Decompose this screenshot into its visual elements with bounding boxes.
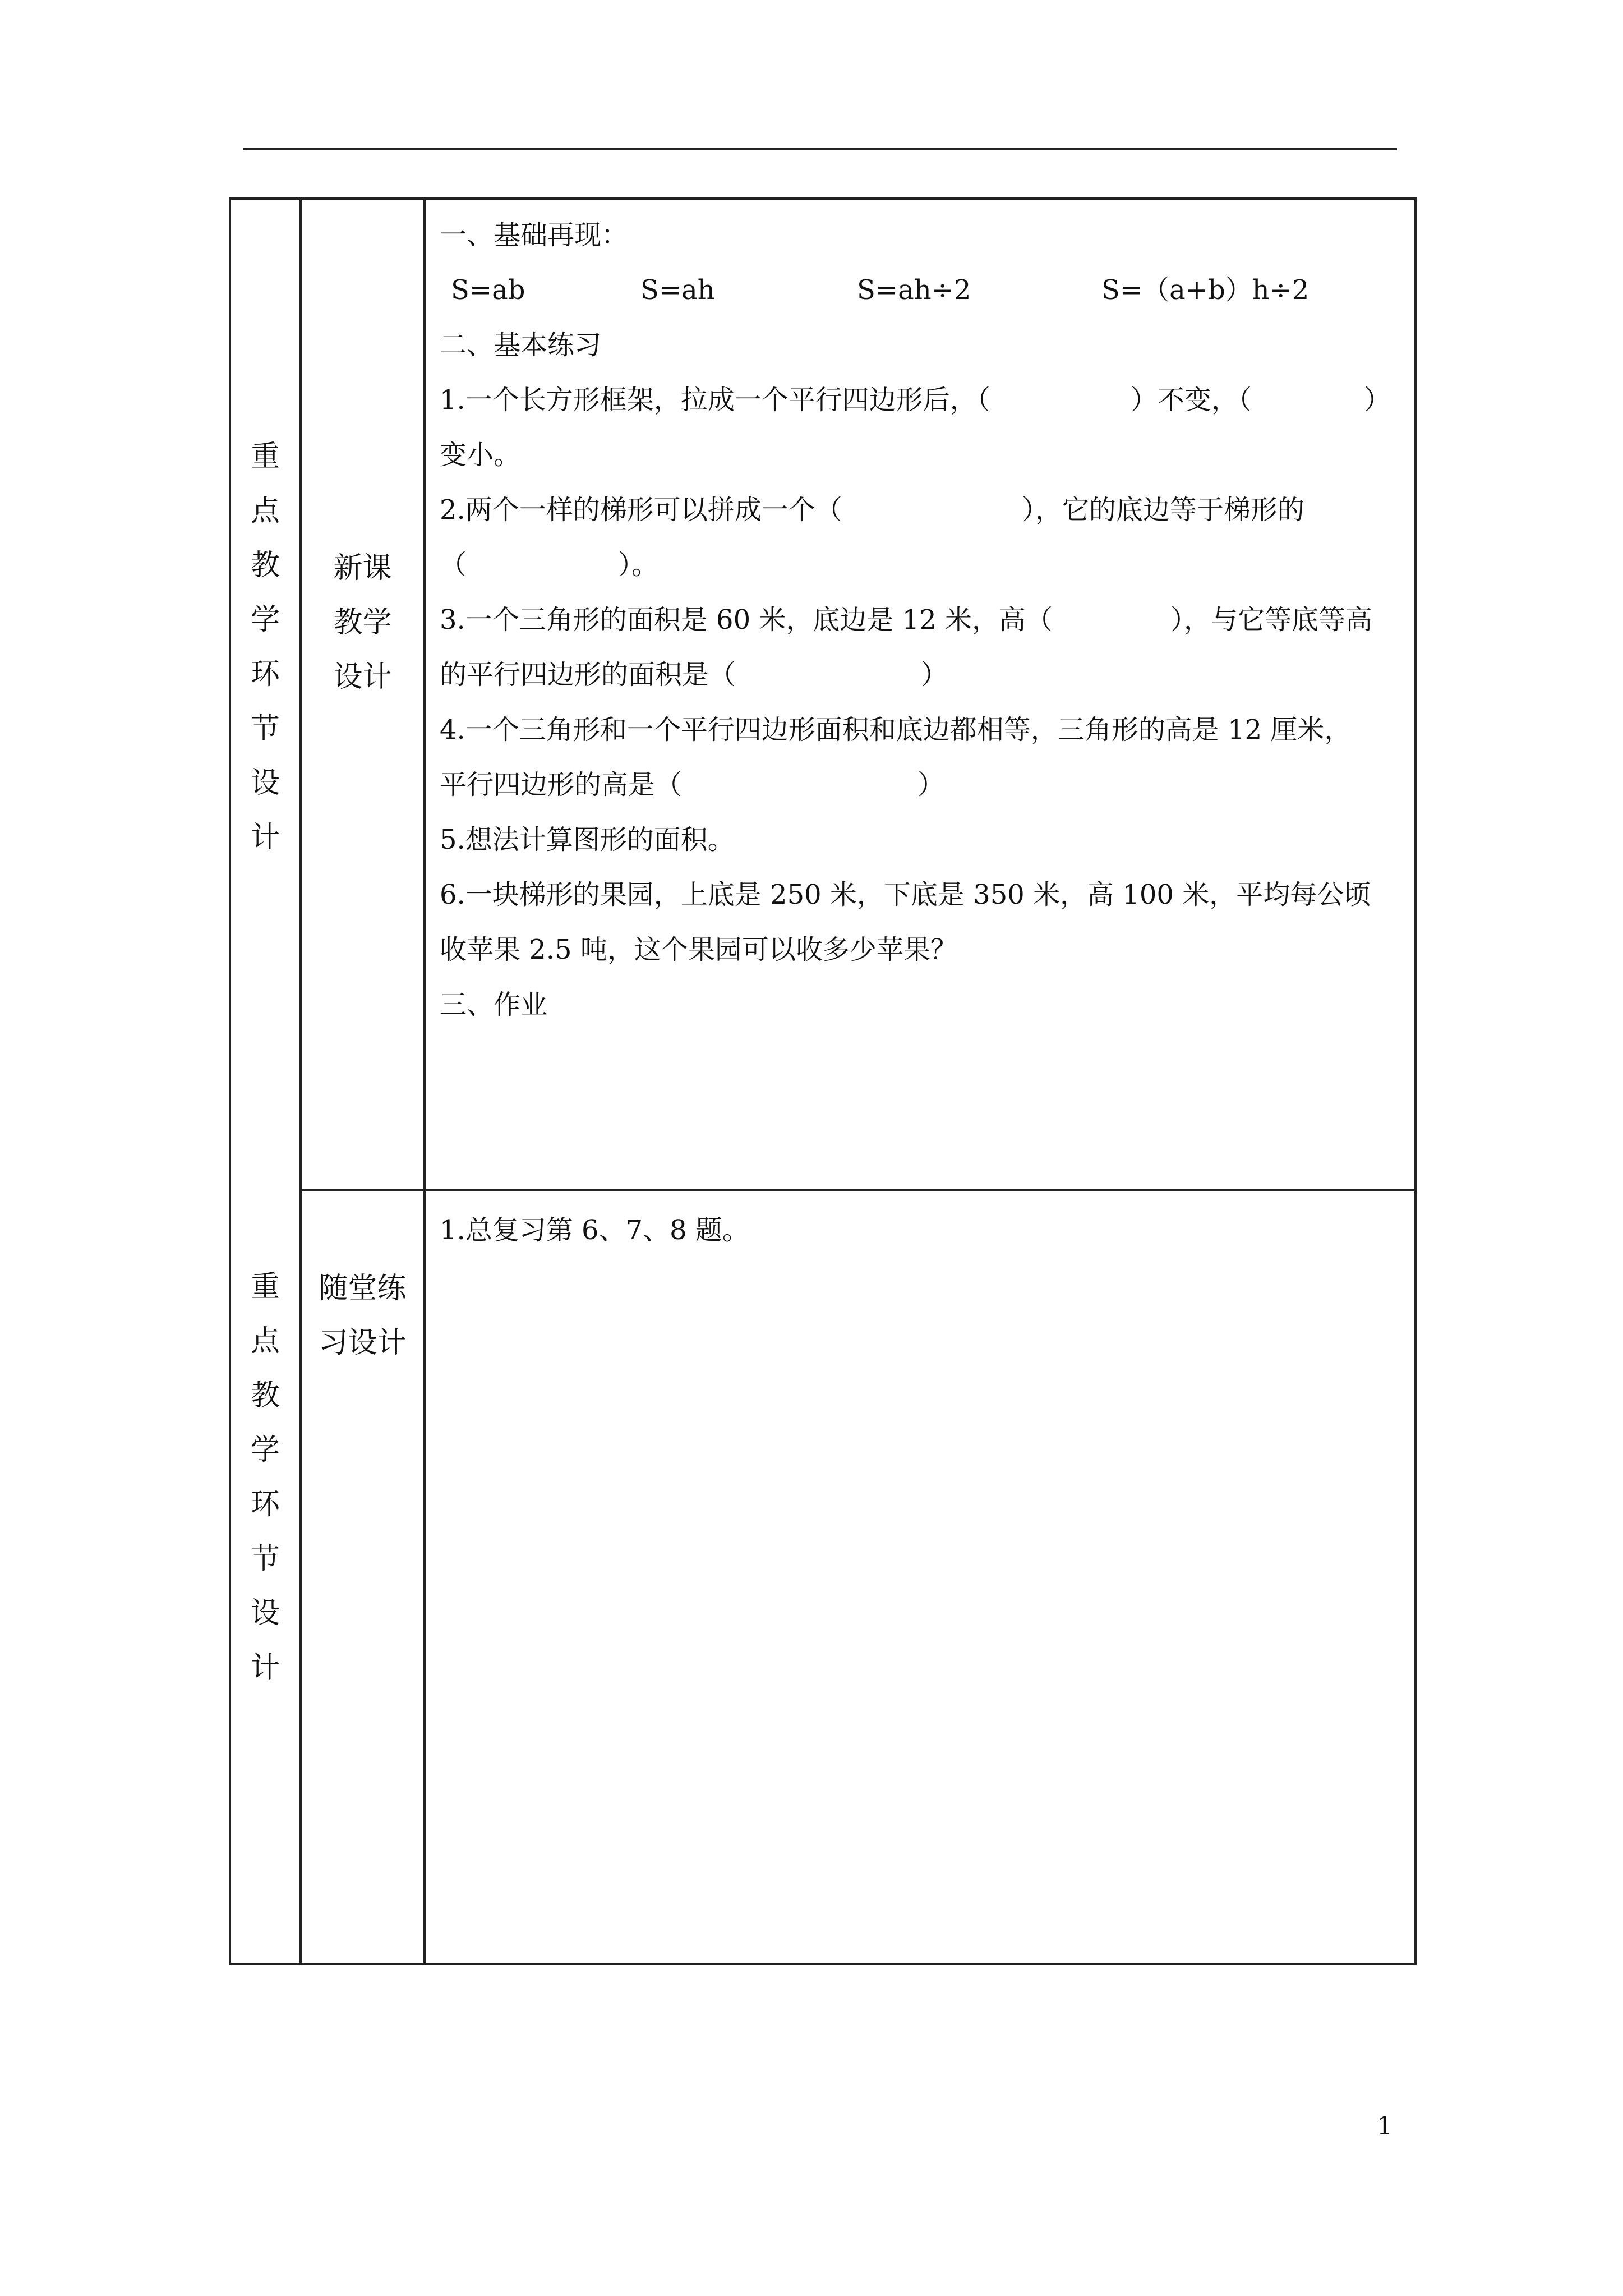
mid-label-line: 教学 [333,606,392,639]
lesson-table [229,197,1417,1965]
formula: S=ah [640,274,715,306]
text: 平行四边形的高是（ [440,769,683,800]
text: 3.一个三角形的面积是 60 米，底边是 12 米，高（ [440,604,1053,636]
practice-line: 1.总复习第 6、7、8 题。 [440,1214,749,1246]
char: 学 [250,1433,280,1467]
row-divider [299,1189,1414,1191]
content-top [440,208,1410,1032]
question-line [440,482,1410,537]
left-column-label-top [231,430,299,865]
section-heading: 三、作业 [440,989,548,1020]
question-line [440,537,1410,592]
char: 节 [250,712,280,746]
char: 学 [250,603,280,637]
char: 重 [250,1270,280,1304]
question-line [440,647,1410,702]
question-line [440,592,1410,647]
question-line: 收苹果 2.5 吨，这个果园可以收多少苹果？ [440,934,957,965]
char: 教 [250,1379,280,1412]
text: ） [917,769,945,800]
text: ） [921,659,948,691]
formula: S=ab [451,274,525,306]
question-line: 6.一块梯形的果园，上底是 250 米，下底是 350 米，高 100 米，平均每公顷 [440,879,1371,910]
mid-label-line: 新课 [333,551,392,585]
mid-column-label-bottom [302,1262,423,1370]
header-rule [243,148,1397,150]
column-divider-1 [299,200,302,1963]
section-heading: 二、基本练习 [440,329,602,361]
formula-row [440,263,1410,318]
question-line: 4.一个三角形和一个平行四边形面积和底边都相等，三角形的高是 12 厘米， [440,714,1352,746]
left-column-label-bottom [231,1260,299,1695]
text: ），与它等底等高 [1170,604,1373,636]
formula: S=ah÷2 [857,274,971,306]
char: 环 [250,657,280,691]
mid-label-line: 设计 [333,660,392,694]
char: 环 [250,1488,280,1521]
char: 计 [250,1651,280,1685]
text: ）。 [618,549,659,581]
text: 2.两个一样的梯形可以拼成一个（ [440,494,842,526]
section-heading: 一、基础再现： [440,219,629,251]
question-line: 变小。 [440,439,521,471]
formula: S=（a+b）h÷2 [1101,274,1310,306]
question-line [440,757,1410,812]
char: 设 [250,1596,280,1630]
mid-label-line: 习设计 [319,1326,407,1360]
mid-label-line: 随堂练 [319,1272,407,1305]
text: ）不变，（ [1130,384,1252,416]
char: 设 [250,766,280,800]
char: 点 [250,1324,280,1358]
text: 的平行四边形的面积是（ [440,659,736,691]
char: 重 [250,440,280,473]
char: 节 [250,1542,280,1576]
column-divider-2 [423,200,426,1963]
question-line [440,372,1410,427]
text: （ [440,549,467,581]
content-bottom [440,1203,1410,1258]
char: 教 [250,549,280,582]
mid-column-label-top [302,541,423,705]
text: ），它的底边等于梯形的 [1021,494,1304,526]
text: 1.一个长方形框架，拉成一个平行四边形后，（ [440,384,990,416]
page-number: 1 [1377,2112,1393,2141]
char: 点 [250,494,280,528]
char: 计 [250,821,280,854]
question-line: 5.想法计算图形的面积。 [440,824,735,855]
text: ） [1363,384,1391,416]
